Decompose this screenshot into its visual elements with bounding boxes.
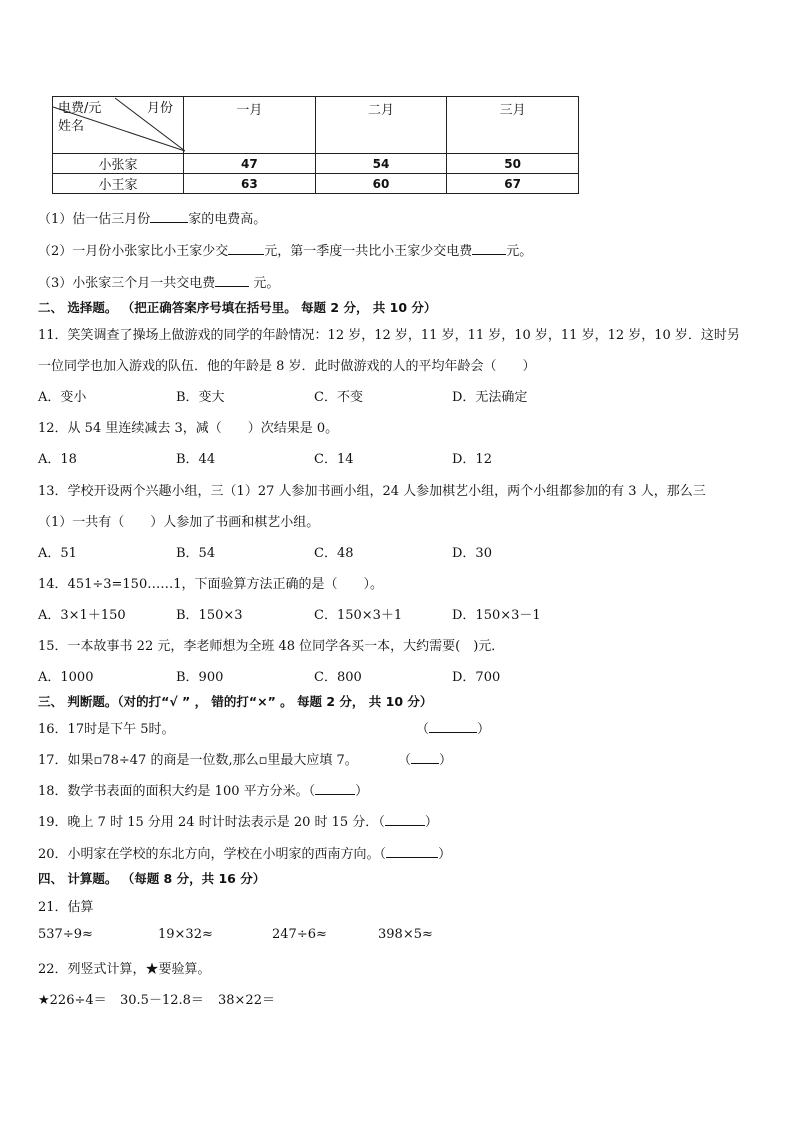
month-header: 一月 bbox=[184, 97, 316, 154]
option-c[interactable]: C．14 bbox=[314, 452, 354, 467]
row-name: 小张家 bbox=[53, 154, 184, 174]
option-d[interactable]: D．无法确定 bbox=[452, 390, 528, 405]
question-20 bbox=[38, 843, 451, 862]
option-a[interactable]: A．51 bbox=[38, 546, 77, 561]
estimate-item: 19×32≈ bbox=[158, 927, 213, 942]
estimate-item: 537÷9≈ bbox=[38, 927, 93, 942]
calc-item: 30.5－12.8＝ bbox=[120, 993, 204, 1008]
q2-text-end: 元。 bbox=[506, 244, 533, 259]
option-c[interactable]: C．不变 bbox=[314, 390, 363, 405]
paren-open: （ bbox=[416, 722, 430, 737]
question-19-text: 19．晚上 7 时 15 分用 24 时计时法表示是 20 时 15 分． bbox=[38, 815, 379, 830]
question-22: 22．列竖式计算，★要验算。 bbox=[38, 962, 211, 977]
answer-blank[interactable] bbox=[315, 782, 355, 795]
paren-close: ） bbox=[355, 784, 369, 799]
question-18-text: 18．数学书表面的面积大约是 100 平方分米。 bbox=[38, 784, 309, 799]
question-13-line2: （1）一共有（ ）人参加了书画和棋艺小组。 bbox=[38, 515, 320, 530]
electricity-fee-table bbox=[52, 96, 579, 194]
table-row bbox=[53, 154, 579, 174]
question-18 bbox=[38, 780, 368, 799]
table-cell: 67 bbox=[447, 174, 579, 194]
answer-blank[interactable] bbox=[472, 242, 506, 255]
paren-open: （ bbox=[398, 753, 412, 768]
option-a[interactable]: A．变小 bbox=[38, 390, 87, 405]
calc-item: 38×22＝ bbox=[218, 993, 275, 1008]
answer-paren[interactable] bbox=[416, 718, 490, 737]
table-cell: 54 bbox=[315, 154, 447, 174]
option-a[interactable]: A．18 bbox=[38, 452, 77, 467]
paren-close: ） bbox=[439, 753, 453, 768]
sub-question-2 bbox=[38, 240, 532, 259]
table-row bbox=[53, 174, 579, 194]
option-c[interactable]: C．150×3＋1 bbox=[314, 608, 403, 623]
option-a[interactable]: A．3×1＋150 bbox=[38, 608, 126, 623]
question-20-text: 20．小明家在学校的东北方向，学校在小明家的西南方向。 bbox=[38, 847, 380, 862]
sub-question-3 bbox=[38, 272, 279, 291]
table-header-row bbox=[53, 97, 579, 154]
paren-open: （ bbox=[308, 784, 316, 799]
q2-text-mid: 元，第一季度一共比小王家少交电费 bbox=[264, 244, 473, 259]
month-header: 二月 bbox=[315, 97, 447, 154]
paren-open: （ bbox=[378, 815, 385, 830]
month-header: 三月 bbox=[447, 97, 579, 154]
option-d[interactable]: D．150×3－1 bbox=[452, 608, 541, 623]
table-cell: 63 bbox=[184, 174, 316, 194]
table-cell: 47 bbox=[184, 154, 316, 174]
answer-blank[interactable] bbox=[150, 210, 188, 223]
row-name: 小王家 bbox=[53, 174, 184, 194]
paren-close: ） bbox=[424, 815, 438, 830]
answer-blank[interactable] bbox=[228, 242, 264, 255]
q3-text-end: 元。 bbox=[249, 276, 280, 291]
question-17: 17．如果▫78÷47 的商是一位数,那么▫里最大应填 7。 bbox=[38, 753, 358, 768]
option-d[interactable]: D．12 bbox=[452, 452, 492, 467]
paren-close: ） bbox=[438, 847, 452, 862]
q3-text: （3）小张家三个月一共交电费 bbox=[38, 276, 216, 291]
answer-paren[interactable] bbox=[398, 749, 452, 768]
option-b[interactable]: B．44 bbox=[176, 452, 216, 467]
corner-month-label: 月份 bbox=[147, 101, 174, 116]
answer-blank[interactable] bbox=[386, 845, 438, 858]
calc-item: ★226÷4＝ bbox=[38, 993, 107, 1008]
question-14: 14．451÷3=150……1，下面验算方法正确的是（ ）。 bbox=[38, 577, 383, 592]
question-16: 16．17时是下午 5时。 bbox=[38, 722, 175, 737]
option-d[interactable]: D．700 bbox=[452, 670, 501, 685]
table-cell: 60 bbox=[315, 174, 447, 194]
table-cell: 50 bbox=[447, 154, 579, 174]
option-a[interactable]: A．1000 bbox=[38, 670, 94, 685]
paren-close: ） bbox=[477, 722, 491, 737]
sub-question-1 bbox=[38, 208, 266, 227]
option-c[interactable]: C．800 bbox=[314, 670, 362, 685]
option-b[interactable]: B．54 bbox=[176, 546, 216, 561]
answer-blank[interactable] bbox=[411, 751, 439, 764]
option-d[interactable]: D．30 bbox=[452, 546, 492, 561]
option-c[interactable]: C．48 bbox=[314, 546, 354, 561]
question-12: 12．从 54 里连续减去 3，减（ ）次结果是 0。 bbox=[38, 421, 339, 436]
question-21: 21．估算 bbox=[38, 900, 94, 915]
table-corner-cell bbox=[53, 97, 184, 154]
estimate-item: 247÷6≈ bbox=[272, 927, 327, 942]
question-13-line1: 13．学校开设两个兴趣小组，三（1）27 人参加书画小组，24 人参加棋艺小组，两个小组都参加的有 3 人，那么三 bbox=[38, 484, 706, 499]
answer-blank[interactable] bbox=[429, 720, 477, 733]
question-11-line1: 11．笑笑调查了操场上做游戏的同学的年龄情况：12 岁，12 岁，11 岁，11 岁，10 岁，11 岁，12 岁，10 岁．这时另 bbox=[38, 328, 740, 343]
estimate-item: 398×5≈ bbox=[378, 927, 433, 942]
corner-name-label: 姓名 bbox=[58, 119, 85, 134]
option-b[interactable]: B．150×3 bbox=[176, 608, 243, 623]
q1-text: （1）估一估三月份 bbox=[38, 212, 151, 227]
question-11-line2: 一位同学也加入游戏的队伍．他的年龄是 8 岁．此时做游戏的人的平均年龄会（ ） bbox=[38, 359, 536, 374]
paren-open: （ bbox=[379, 847, 387, 862]
answer-blank[interactable] bbox=[385, 813, 425, 826]
answer-blank[interactable] bbox=[215, 274, 249, 287]
section-3-title: 三、 判断题。（对的打“√ ” ， 错的打“×” 。 每题 2 分， 共 10 分） bbox=[38, 694, 433, 709]
option-b[interactable]: B．900 bbox=[176, 670, 224, 685]
question-15: 15．一本故事书 22 元，李老师想为全班 48 位同学各买一本，大约需要( )元． bbox=[38, 639, 505, 654]
q2-text: （2）一月份小张家比小王家少交 bbox=[38, 244, 229, 259]
corner-fee-label: 电费/元 bbox=[58, 101, 102, 116]
q1-text-end: 家的电费高。 bbox=[188, 212, 267, 227]
option-b[interactable]: B．变大 bbox=[176, 390, 225, 405]
section-4-title: 四、 计算题。 （每题 8 分，共 16 分） bbox=[38, 871, 266, 886]
question-19 bbox=[38, 811, 438, 830]
section-2-title: 二、 选择题。 （把正确答案序号填在括号里。 每题 2 分， 共 10 分） bbox=[38, 300, 437, 315]
